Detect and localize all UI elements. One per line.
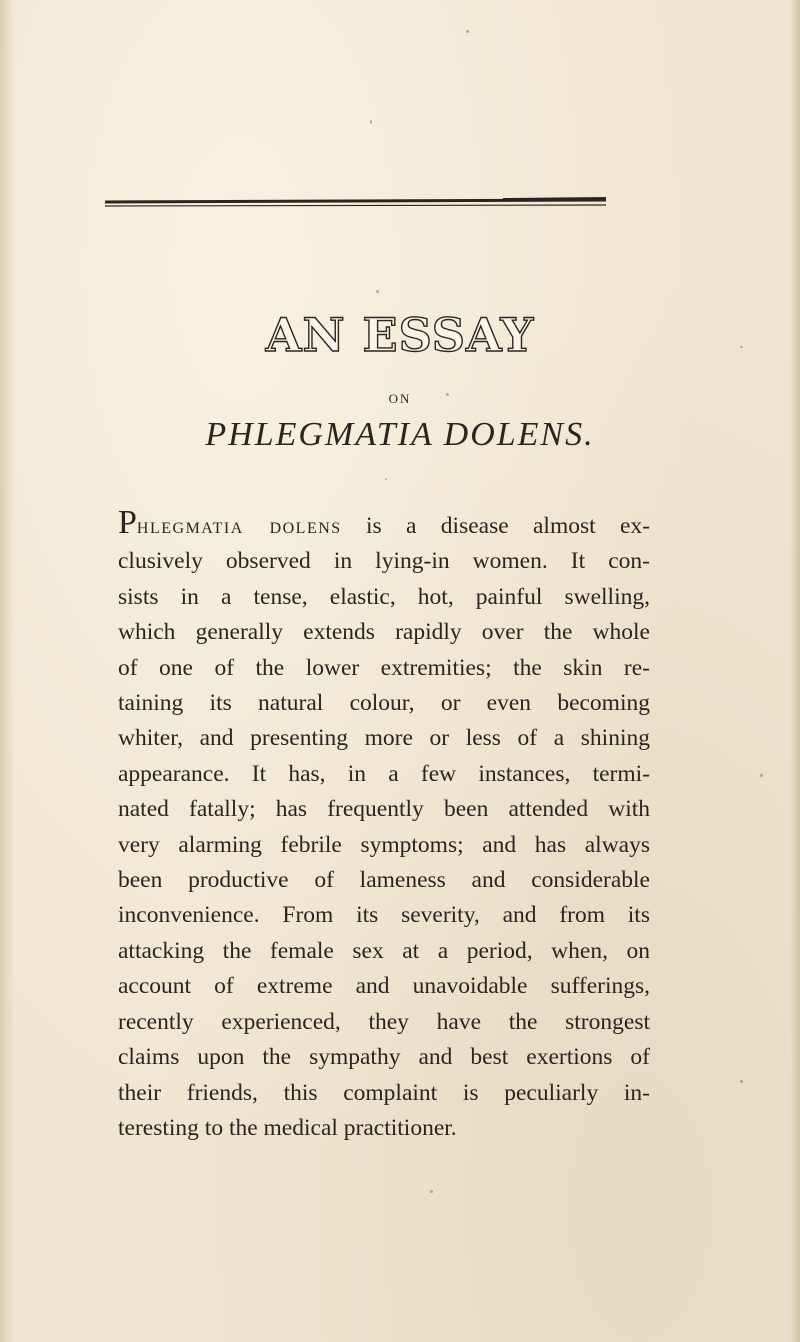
body-line: account of extreme and unavoidable sufferings, bbox=[118, 973, 650, 1000]
body-line: clusively observed in lying-in women. It con- bbox=[118, 548, 650, 575]
lead-capital: P bbox=[118, 504, 137, 541]
body-line: sists in a tense, elastic, hot, painful swelling, bbox=[118, 583, 650, 610]
first-line-rest: is a disease almost ex- bbox=[341, 513, 650, 539]
body-line: their friends, this complaint is peculiarly in- bbox=[118, 1079, 650, 1106]
body-line: nated fatally; has frequently been attended with bbox=[118, 796, 650, 823]
body-line-last: teresting to the medical practitioner. bbox=[118, 1114, 457, 1141]
paper-speck bbox=[740, 346, 743, 348]
page-binding-shadow bbox=[0, 0, 14, 1342]
body-line: claims upon the sympathy and best exertions of bbox=[118, 1044, 650, 1071]
paper-speck bbox=[430, 1190, 433, 1193]
body-line: whiter, and presenting more or less of a shining bbox=[118, 725, 650, 752]
body-line: of one of the lower extremities; the skin re- bbox=[118, 654, 650, 681]
paper-speck bbox=[370, 120, 372, 124]
body-line: attacking the female sex at a period, when, on bbox=[118, 937, 650, 964]
body-line: which generally extends rapidly over the whole bbox=[118, 619, 650, 646]
body-paragraph bbox=[118, 506, 650, 1146]
body-line: inconvenience. From its severity, and from its bbox=[118, 902, 650, 929]
paper-speck bbox=[760, 774, 763, 777]
body-line: taining its natural colour, or even becoming bbox=[118, 690, 650, 717]
ornamental-rule bbox=[103, 196, 608, 214]
body-line: very alarming febrile symptoms; and has always bbox=[118, 831, 650, 858]
paper-speck bbox=[466, 30, 469, 33]
paper-speck bbox=[740, 1080, 743, 1083]
body-line bbox=[118, 506, 650, 544]
paper-speck bbox=[385, 478, 387, 480]
lead-smallcaps: hlegmatia dolens bbox=[136, 513, 342, 539]
paper-speck bbox=[446, 393, 449, 396]
essay-subtitle: PHLEGMATIA DOLENS. bbox=[205, 416, 595, 453]
page-edge-shadow bbox=[790, 0, 800, 1342]
title-connector: ON bbox=[388, 391, 412, 406]
body-line: appearance. It has, in a few instances, termi- bbox=[118, 760, 650, 787]
paper-speck bbox=[376, 290, 379, 293]
body-line: been productive of lameness and considerable bbox=[118, 867, 650, 894]
body-line: recently experienced, they have the strongest bbox=[118, 1008, 650, 1035]
essay-title: AN ESSAY bbox=[265, 308, 535, 362]
